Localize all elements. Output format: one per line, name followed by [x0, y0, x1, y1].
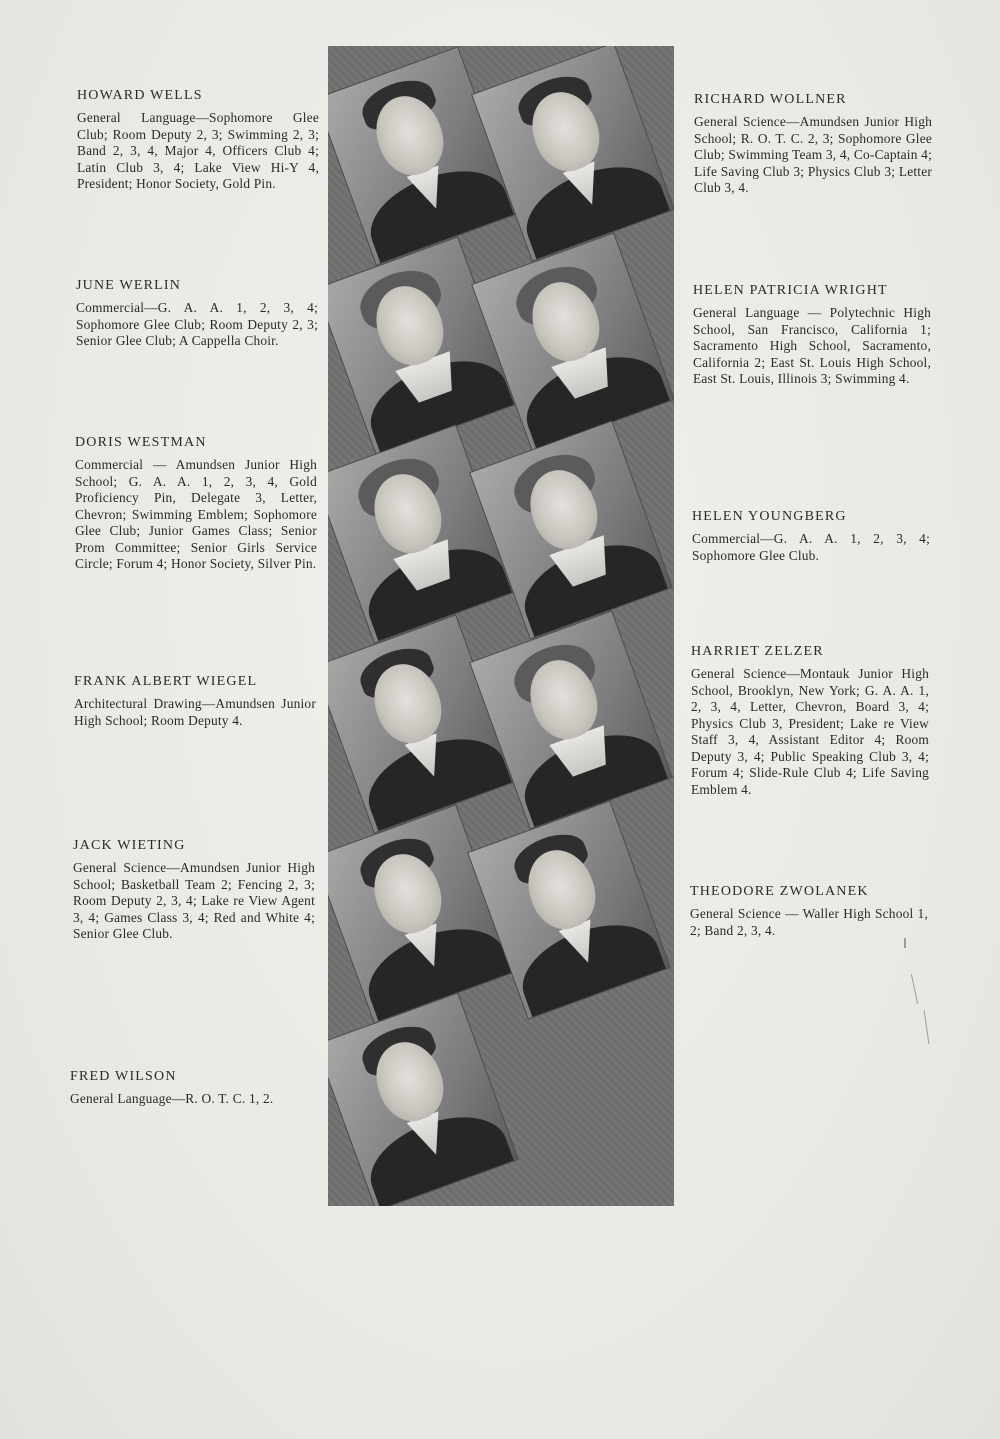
student-name: HELEN YOUNGBERG	[692, 509, 847, 524]
student-entry-harriet-zelzer	[691, 644, 929, 798]
student-bio: General Science—Amundsen Junior High School; R. O. T. C. 2, 3; Sophomore Glee Club; Swimming Team 3, 4, Co-Captain 4; Life Saving Club 3; Physics Club 3; Letter Club 3, 4.	[694, 114, 932, 195]
student-name: JUNE WERLIN	[76, 278, 182, 293]
student-bio: General Language—R. O. T. C. 1, 2.	[70, 1091, 274, 1106]
student-bio: General Science—Montauk Junior High School, Brooklyn, New York; G. A. A. 1, 2, 3, 4, Letter, Chevron, Board 3, 4; Physics Club 3, President; Lake re View Staff 3, 4, Assistant Editor 4; Room Deputy 3, 4; Public Speaking Club 3, 4; Forum 4; Slide-Rule Club 4; Life Saving Emblem 4.	[691, 666, 929, 797]
student-name: FRED WILSON	[70, 1069, 177, 1084]
student-entry-howard-wells	[77, 88, 319, 193]
student-name: HARRIET ZELZER	[691, 644, 824, 659]
student-name: RICHARD WOLLNER	[694, 92, 847, 107]
student-entry-doris-westman	[75, 435, 317, 573]
student-bio: Architectural Drawing—Amundsen Junior High School; Room Deputy 4.	[74, 696, 316, 728]
portrait-photo-strip	[328, 46, 674, 1206]
student-bio: Commercial—G. A. A. 1, 2, 3, 4; Sophomore Glee Club; Room Deputy 2, 3; Senior Glee Club; A Cappella Choir.	[76, 300, 318, 348]
student-entry-frank-albert-wiegel	[74, 674, 316, 729]
student-entry-helen-youngberg	[692, 509, 930, 564]
student-name: FRANK ALBERT WIEGEL	[74, 674, 258, 689]
student-bio: General Science — Waller High School 1, 2; Band 2, 3, 4.	[690, 906, 928, 938]
student-bio: Commercial — Amundsen Junior High School; G. A. A. 1, 2, 3, 4, Gold Proficiency Pin, Delegate 3, Letter, Chevron; Swimming Emblem; Sophomore Glee Club; Junior Games Class; Senior Prom Committee; Senior Girls Service Circle; Forum 4; Honor Society, Silver Pin.	[75, 457, 317, 571]
student-bio: General Science—Amundsen Junior High School; Basketball Team 2; Fencing 2, 3; Room Deputy 2, 3, 4; Lake re View Agent 3, 4; Games Class 3, 4; Red and White 4; Senior Glee Club.	[73, 860, 315, 941]
student-entry-june-werlin	[76, 278, 318, 350]
student-bio: General Language — Polytechnic High School, San Francisco, California 1; Sacramento High School, Sacramento, California 2; East St. Louis High School, East St. Louis, Illinois 3; Swimming 4.	[693, 305, 931, 386]
student-bio: Commercial—G. A. A. 1, 2, 3, 4; Sophomore Glee Club.	[692, 531, 930, 563]
student-entry-fred-wilson	[70, 1069, 312, 1108]
student-entry-theodore-zwolanek	[690, 884, 928, 939]
student-name: JACK WIETING	[73, 838, 186, 853]
student-name: THEODORE ZWOLANEK	[690, 884, 869, 899]
student-entry-jack-wieting	[73, 838, 315, 943]
student-name: HELEN PATRICIA WRIGHT	[693, 283, 888, 298]
paper-speck	[904, 938, 906, 948]
student-entry-richard-wollner	[694, 92, 932, 197]
student-entry-helen-patricia-wright	[693, 283, 931, 388]
student-name: HOWARD WELLS	[77, 88, 203, 103]
student-bio: General Language—Sophomore Glee Club; Room Deputy 2, 3; Swimming 2, 3; Band 2, 3, 4, Major 4, Officers Club 4; Latin Club 3, 4; Lake View Hi-Y 4, President; Honor Society, Gold Pin.	[77, 110, 319, 191]
student-name: DORIS WESTMAN	[75, 435, 207, 450]
